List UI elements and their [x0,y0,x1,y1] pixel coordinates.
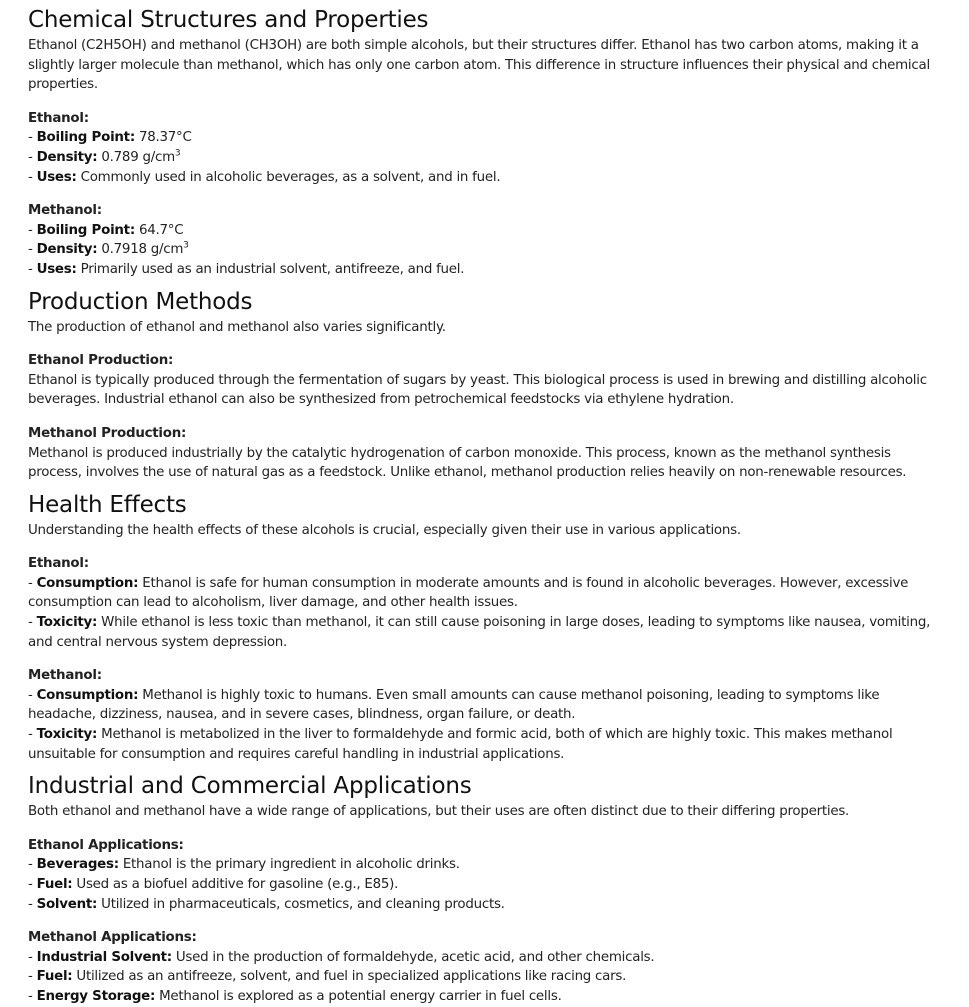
property-line [28,260,941,280]
bullet-dash: - [28,988,37,1004]
bullet-dash: - [28,727,37,743]
subsection [28,201,941,279]
property-line [28,240,941,260]
property-label: Energy Storage: [36,988,156,1004]
subsection-title: Ethanol: [28,556,89,572]
bullet-dash: - [28,615,37,631]
subsection-title: Ethanol Production: [28,353,174,369]
property-value: Used as a biofuel additive for gasoline (e.g., E85). [72,877,399,892]
property-value: Ethanol is safe for human consumption in moderate amounts and is found in alcoholic beverages. However, excessive consumption can lead to alcoholism, liver damage, and other health issues. [28,575,909,611]
property-label: Consumption: [36,575,139,591]
property-value: 0.789 g/cm [97,149,175,165]
subsection [28,836,941,914]
subsection [28,424,941,483]
bullet-dash: - [28,261,37,277]
bullet-dash: - [28,242,37,258]
property-label: Uses: [36,261,77,277]
section [28,489,941,765]
section [28,770,941,1006]
property-label: Toxicity: [36,727,98,743]
property-label: Fuel: [36,969,73,985]
property-label: Consumption: [36,687,139,703]
bullet-dash: - [28,877,37,892]
property-label: Industrial Solvent: [36,949,172,965]
subsection-title: Methanol: [28,668,102,684]
property-value: Ethanol is the primary ingredient in alcoholic drinks. [118,857,460,873]
property-value: 64.7°C [134,222,184,238]
property-value: Utilized as an antifreeze, solvent, and fuel in specialized applications like racing cars. [72,969,627,985]
bullet-dash: - [28,857,37,873]
property-value: Primarily used as an industrial solvent, antifreeze, and fuel. [76,261,465,277]
property-label: Toxicity: [36,615,98,631]
subsection-paragraph: Ethanol is typically produced through the fermentation of sugars by yeast. This biological process is used in brewing and distilling alcoholic beverages. Industrial ethanol can also be synthesized from petrochemical feedstocks via ethylene hydration. [28,372,927,408]
section [28,4,941,280]
property-line [28,148,941,168]
subsection-title: Methanol Applications: [28,930,197,946]
property-value: 78.37°C [134,130,192,146]
property-line [28,875,941,895]
property-value: Methanol is explored as a potential energy carrier in fuel cells. [155,988,562,1004]
section-heading: Chemical Structures and Properties [28,7,429,33]
property-label: Beverages: [36,857,119,873]
bullet-dash: - [28,130,37,146]
bullet-dash: - [28,169,37,185]
property-line [28,686,941,725]
section-heading: Production Methods [28,288,253,315]
property-label: Boiling Point: [36,222,135,238]
section-intro: Ethanol (C2H5OH) and methanol (CH3OH) are both simple alcohols, but their structures differ. Ethanol has two carbon atoms, making it a slightly larger molecule than methanol, which has only one carbon atom. This difference in structure influences their physical and chemical properties. [28,38,930,93]
bullet-dash: - [28,575,37,591]
property-line [28,128,941,148]
subsection [28,666,941,764]
property-label: Boiling Point: [36,130,135,146]
property-label: Density: [36,149,98,165]
section-intro: Both ethanol and methanol have a wide range of applications, but their uses are often distinct due to their differing properties. [28,804,850,820]
property-label: Uses: [36,169,77,185]
subsection-title: Ethanol Applications: [28,837,184,853]
property-value: Used in the production of formaldehyde, acetic acid, and other chemicals. [171,949,655,965]
property-label: Density: [36,242,98,258]
section [28,286,941,483]
superscript: 3 [183,240,189,251]
property-value: Utilized in pharmaceuticals, cosmetics, and cleaning products. [97,896,505,912]
subsection-title: Methanol Production: [28,425,187,441]
subsection [28,351,941,410]
property-line [28,948,941,968]
property-value: Commonly used in alcoholic beverages, as a solvent, and in fuel. [76,169,501,185]
property-line [28,613,941,652]
subsection [28,554,941,652]
property-value: Methanol is highly toxic to humans. Even small amounts can cause methanol poisoning, leading to symptoms like headache, dizziness, nausea, and in severe cases, blindness, organ failure, or death. [28,687,880,723]
section-heading: Industrial and Commercial Applications [28,773,472,800]
property-line [28,855,941,875]
property-line [28,168,941,188]
property-line [28,987,941,1007]
subsection [28,928,941,1006]
bullet-dash: - [28,222,37,238]
bullet-dash: - [28,949,37,965]
superscript: 3 [174,148,181,159]
bullet-dash: - [28,969,37,985]
property-value: While ethanol is less toxic than methanol, it can still cause poisoning in large doses, leading to symptoms like nausea, vomiting, and central nervous system depression. [28,615,931,650]
property-value: Methanol is metabolized in the liver to formaldehyde and formic acid, both of which are highly toxic. This makes methanol unsuitable for consumption and requires careful handling in industrial applications. [28,727,893,762]
property-label: Solvent: [36,896,98,912]
property-line [28,574,941,613]
subsection [28,109,941,187]
bullet-dash: - [28,687,37,703]
property-line [28,895,941,915]
subsection-title: Methanol: [28,203,102,219]
bullet-dash: - [28,896,37,912]
bullet-dash: - [28,149,37,165]
section-heading: Health Effects [28,491,187,518]
property-label: Fuel: [36,877,73,892]
property-line [28,967,941,987]
property-line [28,725,941,764]
property-line [28,221,941,241]
subsection-paragraph: Methanol is produced industrially by the catalytic hydrogenation of carbon monoxide. This process, known as the methanol synthesis process, involves the use of natural gas as a feedstock. Unlike ethanol, methanol production relies heavily on non-renewable resources. [28,445,907,481]
section-intro: The production of ethanol and methanol also varies significantly. [28,319,446,335]
subsection-title: Ethanol: [28,110,89,126]
section-intro: Understanding the health effects of these alcohols is crucial, especially given their use in various applications. [28,522,741,538]
property-value: 0.7918 g/cm [97,242,184,258]
